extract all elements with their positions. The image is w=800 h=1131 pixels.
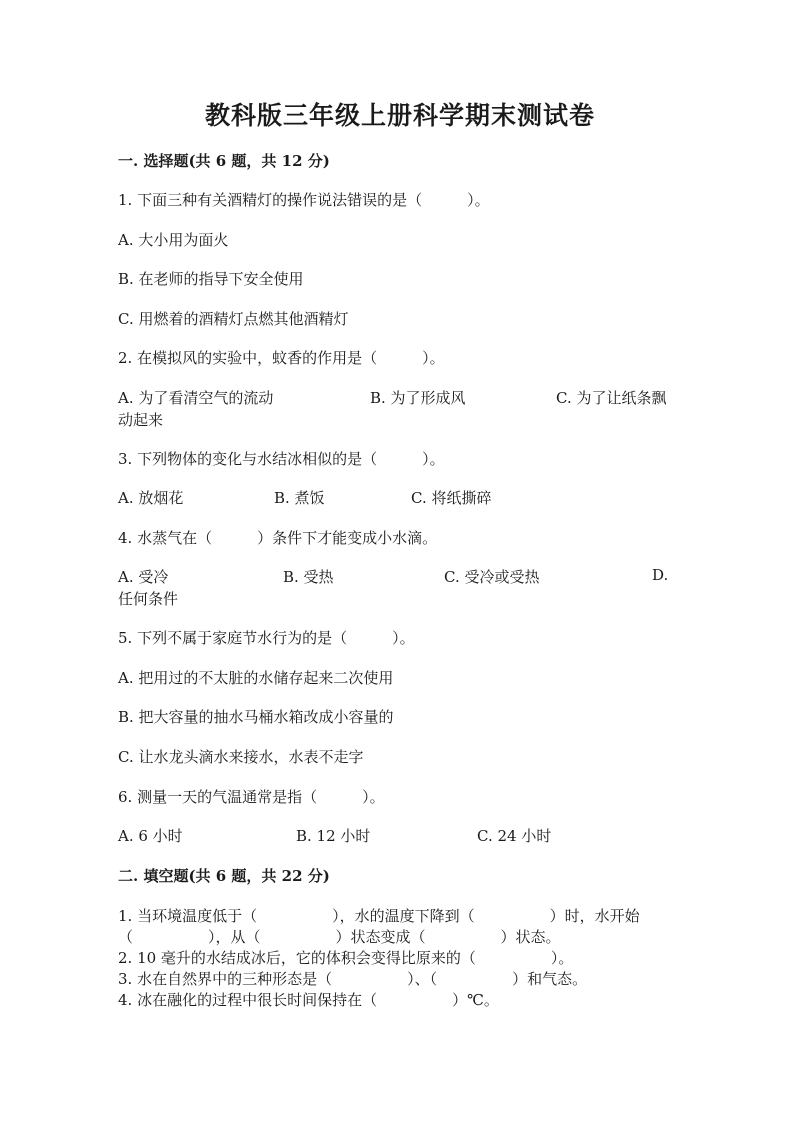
question-6-option-b: B. 12 小时 — [296, 827, 371, 845]
question-4-stem: 4. 水蒸气在（ ）条件下才能变成小水滴。 — [118, 529, 438, 547]
question-3-option-c: C. 将纸撕碎 — [411, 489, 492, 507]
question-1-option-c: C. 用燃着的酒精灯点燃其他酒精灯 — [118, 310, 349, 328]
question-5-option-c: C. 让水龙头滴水来接水，水表不走字 — [118, 748, 364, 766]
question-1-stem: 1. 下面三种有关酒精灯的操作说法错误的是（ ）。 — [118, 191, 490, 209]
question-2-stem: 2. 在模拟风的实验中，蚊香的作用是（ ）。 — [118, 349, 445, 367]
fill-question-1-line-1: 1. 当环境温度低于（ ），水的温度下降到（ ）时，水开始 — [118, 907, 640, 925]
question-2-option-a: A. 为了看清空气的流动 — [118, 389, 274, 407]
question-3-stem: 3. 下列物体的变化与水结冰相似的是（ ）。 — [118, 450, 445, 468]
question-5-option-a: A. 把用过的不太脏的水储存起来二次使用 — [118, 669, 394, 687]
question-2-option-c-wrap: 动起来 — [118, 411, 164, 429]
question-6-option-c: C. 24 小时 — [477, 827, 552, 845]
question-6-option-a: A. 6 小时 — [118, 827, 183, 845]
question-2-option-b: B. 为了形成风 — [370, 389, 466, 407]
question-5-stem: 5. 下列不属于家庭节水行为的是（ ）。 — [118, 629, 415, 647]
question-4-option-b: B. 受热 — [283, 568, 334, 586]
fill-question-3: 3. 水在自然界中的三种形态是（ ）、（ ）和气态。 — [118, 970, 588, 988]
section-heading-choice: 一. 选择题(共 6 题，共 12 分) — [118, 152, 330, 170]
question-1-option-b: B. 在老师的指导下安全使用 — [118, 270, 304, 288]
question-3-option-a: A. 放烟花 — [118, 489, 184, 507]
question-4-option-d-wrap: 任何条件 — [118, 590, 179, 608]
question-3-option-b: B. 煮饭 — [274, 489, 325, 507]
page-title: 教科版三年级上册科学期末测试卷 — [204, 101, 595, 130]
question-1-option-a: A. 大小用为面火 — [118, 231, 229, 249]
question-6-stem: 6. 测量一天的气温通常是指（ ）。 — [118, 788, 385, 806]
question-4-option-a: A. 受冷 — [118, 568, 169, 586]
question-5-option-b: B. 把大容量的抽水马桶水箱改成小容量的 — [118, 708, 394, 726]
question-4-option-c: C. 受冷或受热 — [444, 568, 540, 586]
section-heading-fill: 二. 填空题(共 6 题，共 22 分) — [118, 867, 330, 885]
fill-question-4: 4. 冰在融化的过程中很长时间保持在（ ）℃。 — [118, 991, 499, 1009]
question-2-option-c: C. 为了让纸条飘 — [556, 389, 667, 407]
fill-question-1-line-2: （ ），从（ ）状态变成（ ）状态。 — [118, 928, 561, 946]
fill-question-2: 2. 10 毫升的水结成冰后，它的体积会变得比原来的（ ）。 — [118, 949, 574, 967]
question-4-option-d: D. — [652, 566, 669, 584]
